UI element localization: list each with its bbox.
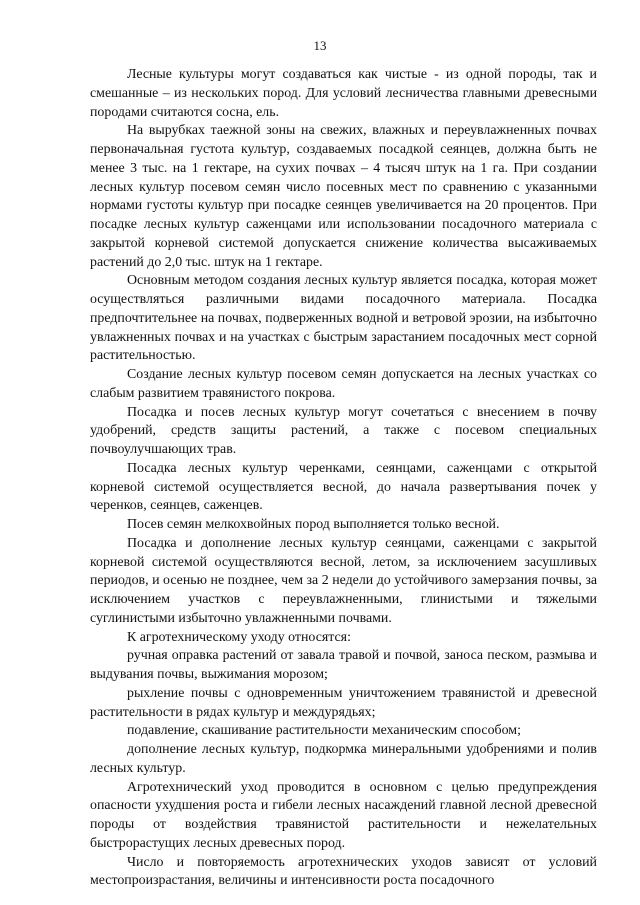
paragraph: Посадка и посев лесных культур могут сочетаться с внесением в почву удобрений, средств защиты растений, а также с посевом специальных почвоулучшающих трав. — [90, 404, 597, 457]
paragraph: К агротехническому уходу относятся: — [127, 629, 351, 645]
paragraph: Агротехнический уход проводится в основном с целью предупреждения опасности ухудшения роста и гибели лесных насаждений главной лесной древесной породы от воздействия травянистой растительности и нежелательных быстрорастущих лесных древесных пород. — [90, 779, 597, 851]
list-item: подавление, скашивание растительности механическим способом; — [127, 723, 521, 739]
paragraph: Посев семян мелкохвойных пород выполняется только весной. — [127, 517, 500, 532]
paragraph: Основным методом создания лесных культур является посадка, которая может осуществляться различными видами посадочного материала. Посадка предпочтительнее на почвах, подверженных водной и ветровой эрозии, на избыточно увлажненных почвах и на участках с быстрым зарастанием посадочных мест сорной растительностью. — [90, 273, 597, 364]
list-item: ручная оправка растений от завала травой и почвой, заноса песком, размыва и выдувания почвы, выжимания морозом; — [90, 648, 597, 682]
paragraph: Лесные культуры могут создаваться как чистые - из одной породы, так и смешанные – из нескольких пород. Для условий лесничества главными древесными породами считаются сосна, ель. — [90, 67, 597, 120]
page-number: 13 — [313, 38, 327, 53]
document-body — [90, 66, 597, 891]
paragraph: Посадка лесных культур черенками, сеянцами, саженцами с открытой корневой системой осуществляется весной, до начала развертывания почек у черенков, сеянцев, саженцев. — [90, 460, 597, 514]
list-item: дополнение лесных культур, подкормка минеральными удобрениями и полив лесных культур. — [90, 742, 597, 776]
paragraph: Число и повторяемость агротехнических уходов зависят от условий местопроизрастания, величины и интенсивности роста посадочного — [90, 854, 597, 889]
paragraph: Посадка и дополнение лесных культур сеянцами, саженцами с закрытой корневой системой осуществляются весной, летом, за исключением засушливых периодов, и осенью не позднее, чем за 2 недели до устойчивого замерзания почвы, за исключением участков с переувлажненными, глинистыми и тяжелыми суглинистыми избыточно увлажненными почвами. — [90, 535, 597, 626]
paragraph: На вырубках таежной зоны на свежих, влажных и переувлажненных почвах первоначальная густота культур, создаваемых посадкой сеянцев, должна быть не менее 3 тыс. на 1 гектаре, на сухих почвах – 4 тысяч штук на 1 га. При создании лесных культур посевом семян число посевных мест по сравнению с указанными нормами густоты культур при посадке сеянцев увеличивается на 20 процентов. При посадке лесных культур саженцами или использовании посадочного материала с закрытой корневой системой допускается снижение количества высаживаемых растений до 2,0 тыс. штук на 1 гектаре. — [90, 123, 597, 270]
list-item: рыхление почвы с одновременным уничтожением травянистой и древесной растительности в рядах культур и междурядьях; — [90, 685, 597, 720]
paragraph: Создание лесных культур посевом семян допускается на лесных участках со слабым развитием травянистого покрова. — [90, 367, 597, 401]
